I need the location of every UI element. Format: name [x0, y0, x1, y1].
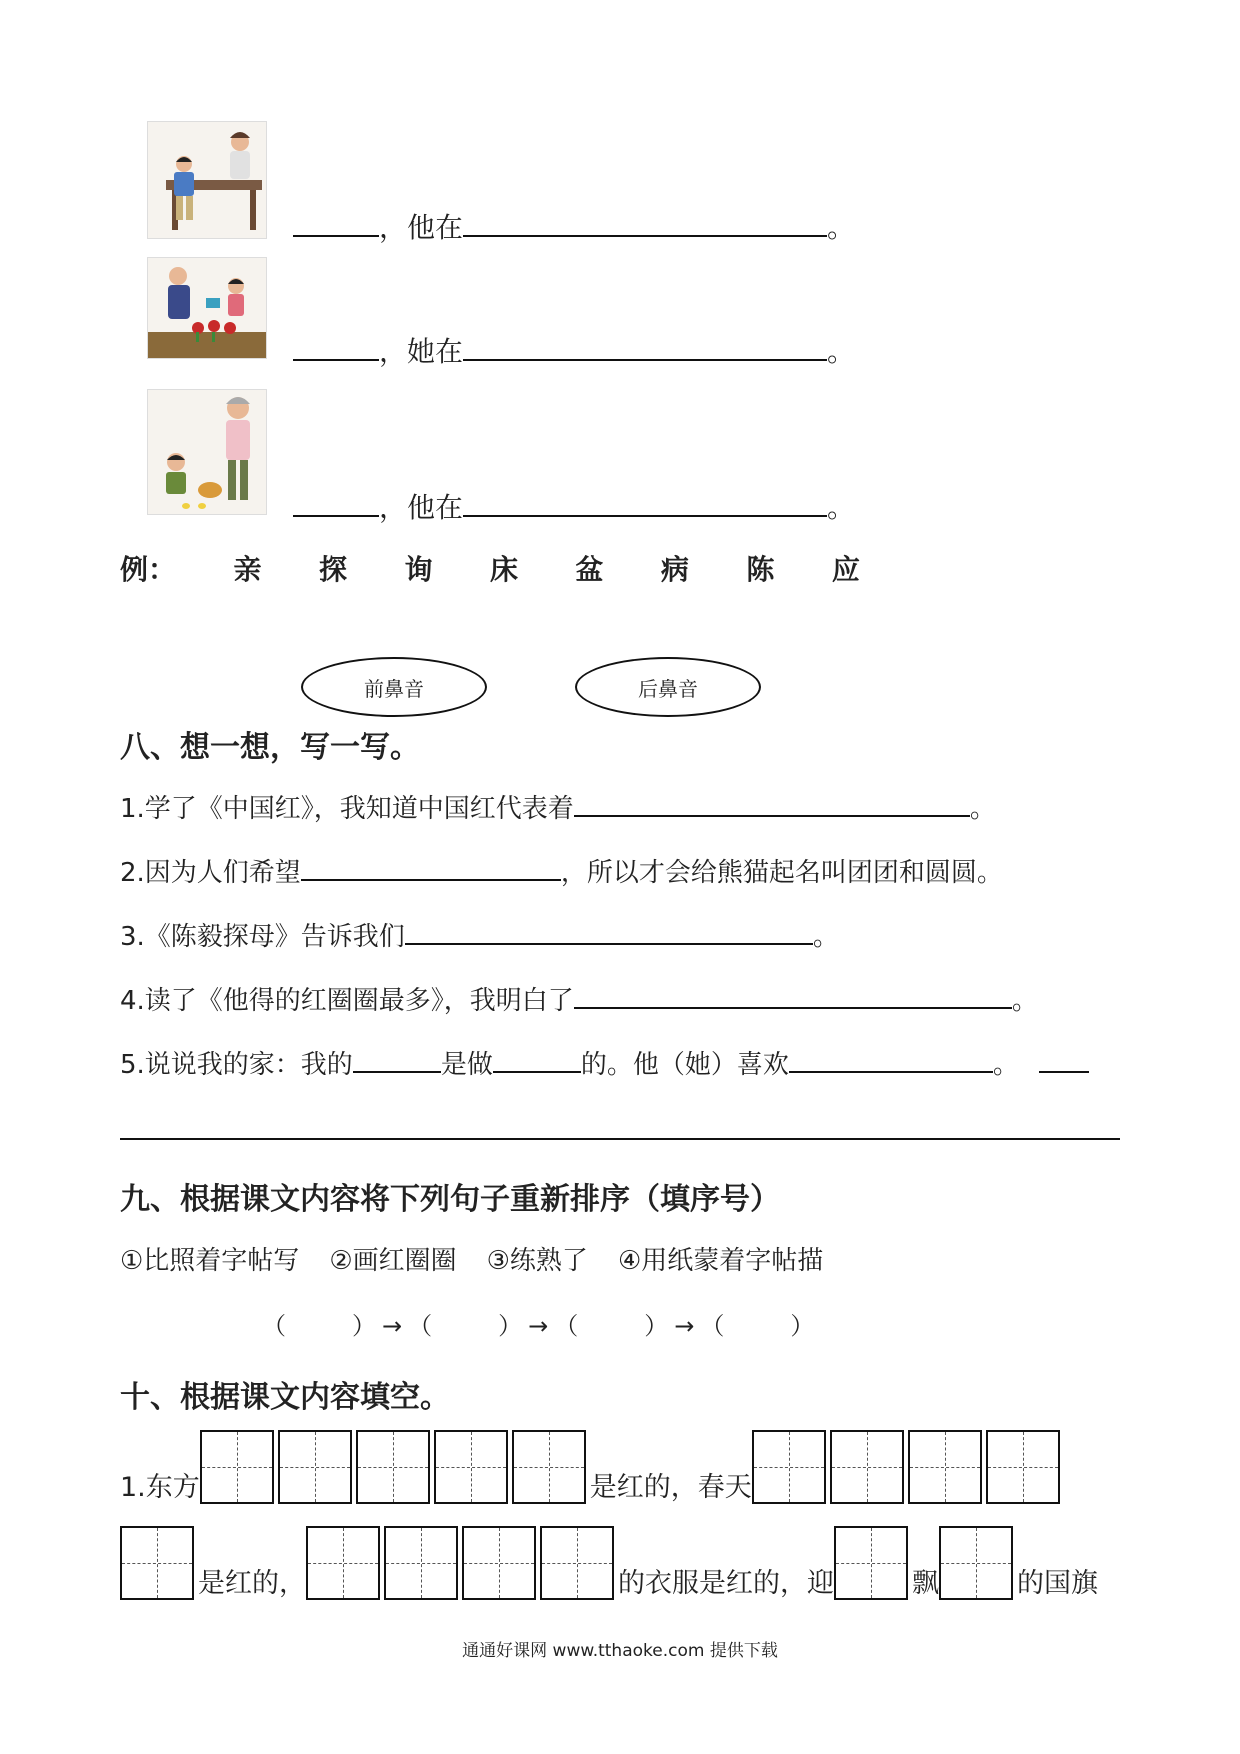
fill-row-1	[120, 1430, 1064, 1504]
tian-grid-box[interactable]	[120, 1526, 194, 1600]
section-10-title: 十、根据课文内容填空。	[120, 1380, 450, 1415]
answer-blank[interactable]	[353, 1070, 441, 1073]
sentence-item: ①比照着字帖写	[120, 1246, 300, 1276]
tian-grid-box[interactable]	[434, 1430, 508, 1504]
answer-blank[interactable]	[574, 814, 970, 817]
question-end: 。	[969, 794, 996, 824]
activity-blank[interactable]	[463, 514, 827, 517]
back-nasal-oval[interactable]: 后鼻音	[575, 657, 761, 717]
comma: ，	[379, 211, 408, 244]
picture-boy-wiping-table	[147, 121, 267, 239]
answer-blank[interactable]	[301, 878, 561, 881]
tian-grid-box[interactable]	[540, 1526, 614, 1600]
answer-blank[interactable]	[789, 1070, 993, 1073]
question-text: 5.说说我的家：我的	[120, 1050, 353, 1080]
question-8-2	[120, 852, 1003, 889]
question-text: 4.读了《他得的红圈圈最多》，我明白了	[120, 986, 574, 1016]
picture-girl-watering-flowers	[147, 257, 267, 359]
name-blank[interactable]	[293, 234, 379, 237]
name-blank[interactable]	[293, 358, 379, 361]
tian-grid-box[interactable]	[939, 1526, 1013, 1600]
question-text: 2.因为人们希望	[120, 858, 301, 888]
order-answer-row[interactable]: （ ）→（ ）→（ ）→（ ）	[262, 1312, 821, 1340]
question-end: 。	[1011, 986, 1038, 1016]
tian-grid-box[interactable]	[752, 1430, 826, 1504]
period: 。	[827, 211, 856, 244]
sentence-item: ④用纸蒙着字帖描	[617, 1246, 824, 1276]
example-char: 陈	[746, 553, 775, 586]
tian-grid-box[interactable]	[384, 1526, 458, 1600]
example-char: 询	[404, 553, 433, 586]
tian-grid-box[interactable]	[830, 1430, 904, 1504]
tian-grid-box[interactable]	[462, 1526, 536, 1600]
answer-blank[interactable]	[1039, 1070, 1089, 1073]
period: 。	[827, 335, 856, 368]
fill-text: 的国旗	[1017, 1568, 1098, 1599]
sentence-item: ②画红圈圈	[329, 1246, 457, 1276]
period: 。	[827, 491, 856, 524]
example-char: 亲	[233, 553, 262, 586]
example-char: 应	[831, 553, 860, 586]
example-char: 病	[660, 553, 689, 586]
name-blank[interactable]	[293, 514, 379, 517]
tian-grid-box[interactable]	[512, 1430, 586, 1504]
question-8-3	[120, 916, 839, 953]
answer-blank[interactable]	[493, 1070, 581, 1073]
comma: ，	[379, 335, 408, 368]
activity-blank[interactable]	[463, 358, 827, 361]
fill-text: 的衣服是红的，迎	[618, 1568, 834, 1599]
fill-text: 是红的，春天	[589, 1472, 752, 1503]
fill-row-2	[120, 1526, 1098, 1600]
question-8-4	[120, 980, 1038, 1017]
activity-prompt: 她在	[407, 335, 464, 368]
fill-text: 飘	[912, 1568, 939, 1599]
question-8-1	[120, 788, 996, 825]
front-nasal-oval[interactable]: 前鼻音	[301, 657, 487, 717]
activity-prompt: 他在	[407, 211, 464, 244]
picture-boy-feeding-chickens	[147, 389, 267, 515]
tian-grid-box[interactable]	[986, 1430, 1060, 1504]
question-text: 的。他（她）喜欢	[580, 1050, 789, 1080]
picture-row-1	[293, 206, 855, 246]
fill-text: 是红的，	[198, 1568, 306, 1599]
answer-blank[interactable]	[574, 1006, 1012, 1009]
question-end: 。	[812, 922, 839, 952]
comma: ，	[379, 491, 408, 524]
tian-grid-box[interactable]	[356, 1430, 430, 1504]
tian-grid-box[interactable]	[834, 1526, 908, 1600]
sentence-item: ③练熟了	[486, 1246, 588, 1276]
example-label: 例：	[120, 553, 177, 586]
picture-row-3	[293, 486, 855, 526]
section-9-title: 九、根据课文内容将下列句子重新排序（填序号）	[120, 1182, 780, 1217]
example-characters-row	[120, 548, 860, 588]
answer-blank[interactable]	[405, 942, 813, 945]
fill-text: 1.东方	[120, 1472, 200, 1503]
picture-row-2	[293, 330, 855, 370]
question-text: 3.《陈毅探母》告诉我们	[120, 922, 405, 952]
tian-grid-box[interactable]	[306, 1526, 380, 1600]
question-end: 。	[992, 1050, 1019, 1080]
section-8-title: 八、想一想，写一写。	[120, 730, 420, 765]
answer-full-line[interactable]	[120, 1138, 1120, 1140]
sentence-items-row	[120, 1240, 823, 1277]
question-text: 1.学了《中国红》，我知道中国红代表着	[120, 794, 574, 824]
example-char: 盆	[575, 553, 604, 586]
tian-grid-box[interactable]	[200, 1430, 274, 1504]
example-char: 探	[318, 553, 347, 586]
question-8-5	[120, 1044, 1089, 1081]
activity-prompt: 他在	[407, 491, 464, 524]
tian-grid-box[interactable]	[278, 1430, 352, 1504]
question-text-end: ，所以才会给熊猫起名叫团团和圆圆。	[560, 858, 1003, 888]
footer-credit: 通通好课网 www.tthaoke.com 提供下载	[462, 1641, 778, 1661]
tian-grid-box[interactable]	[908, 1430, 982, 1504]
example-char: 床	[489, 553, 518, 586]
question-text: 是做	[440, 1050, 493, 1080]
activity-blank[interactable]	[463, 234, 827, 237]
